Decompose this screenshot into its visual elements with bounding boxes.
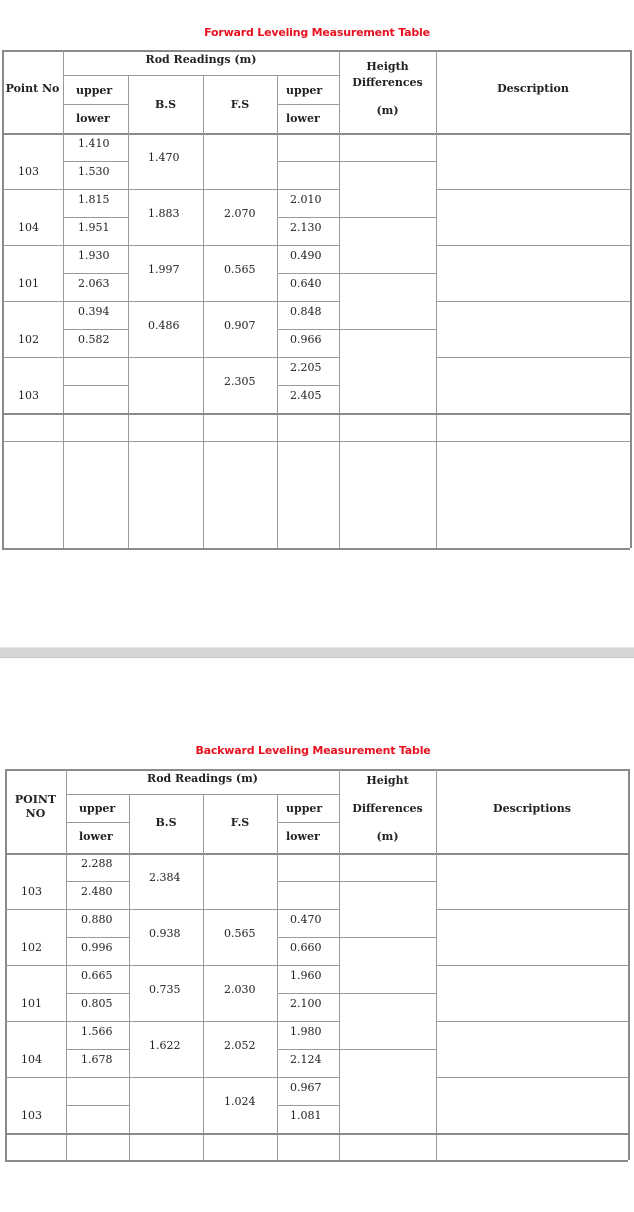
lower-reading: 0.996 bbox=[81, 941, 113, 954]
header-lower-right: lower bbox=[286, 112, 320, 125]
header-height-2: Differences bbox=[352, 802, 423, 815]
header-upper-right: upper bbox=[286, 84, 323, 97]
backward-table-title: Backward Leveling Measurement Table bbox=[195, 744, 431, 757]
upper-reading-right: 0.967 bbox=[290, 1081, 322, 1094]
grid-line bbox=[436, 245, 630, 246]
header-height-2: Differences bbox=[352, 76, 423, 89]
upper-reading-right: 0.848 bbox=[290, 305, 322, 318]
upper-reading: 0.665 bbox=[81, 969, 113, 982]
grid-line bbox=[436, 357, 630, 358]
grid-line bbox=[339, 1049, 436, 1050]
grid-line bbox=[277, 75, 278, 548]
grid-line bbox=[436, 1077, 628, 1078]
lower-reading-right: 2.100 bbox=[290, 997, 322, 1010]
grid-line bbox=[277, 881, 339, 882]
grid-line bbox=[2, 133, 630, 135]
lower-reading: 0.805 bbox=[81, 997, 113, 1010]
grid-line bbox=[339, 161, 436, 162]
lower-reading-right: 2.405 bbox=[290, 389, 322, 402]
backsight-reading: 2.384 bbox=[149, 871, 181, 884]
header-upper-left: upper bbox=[79, 802, 116, 815]
grid-line bbox=[277, 217, 339, 218]
grid-line bbox=[128, 75, 129, 548]
upper-reading-right: 1.980 bbox=[290, 1025, 322, 1038]
grid-line bbox=[2, 413, 630, 415]
grid-line bbox=[277, 161, 339, 162]
grid-line bbox=[2, 189, 339, 190]
header-upper-right: upper bbox=[286, 802, 323, 815]
upper-reading: 0.880 bbox=[81, 913, 113, 926]
grid-line bbox=[5, 1133, 628, 1135]
foresight-reading: 1.024 bbox=[224, 1095, 256, 1108]
grid-line bbox=[5, 1160, 628, 1162]
grid-line bbox=[2, 441, 630, 442]
grid-line bbox=[63, 161, 128, 162]
lower-reading: 1.678 bbox=[81, 1053, 113, 1066]
grid-line bbox=[63, 104, 128, 105]
grid-line bbox=[66, 937, 129, 938]
backsight-reading: 1.470 bbox=[148, 151, 180, 164]
backsight-reading: 0.938 bbox=[149, 927, 181, 940]
grid-line bbox=[5, 965, 339, 966]
grid-line bbox=[277, 1105, 339, 1106]
grid-line bbox=[5, 1077, 339, 1078]
grid-line bbox=[2, 245, 339, 246]
grid-line bbox=[63, 50, 64, 548]
grid-line bbox=[339, 937, 436, 938]
header-rod-readings: Rod Readings (m) bbox=[145, 53, 257, 66]
upper-reading-right: 2.010 bbox=[290, 193, 322, 206]
point-number: 103 bbox=[18, 165, 39, 178]
foresight-reading: 0.907 bbox=[224, 319, 256, 332]
backsight-reading: 1.883 bbox=[148, 207, 180, 220]
grid-line bbox=[436, 50, 437, 548]
grid-line bbox=[66, 822, 129, 823]
lower-reading-right: 0.966 bbox=[290, 333, 322, 346]
foresight-reading: 2.070 bbox=[224, 207, 256, 220]
header-lower-left: lower bbox=[79, 830, 113, 843]
upper-reading: 1.930 bbox=[78, 249, 110, 262]
upper-reading: 1.410 bbox=[78, 137, 110, 150]
lower-reading: 1.530 bbox=[78, 165, 110, 178]
grid-line bbox=[63, 75, 339, 76]
header-lower-right: lower bbox=[286, 830, 320, 843]
grid-line bbox=[66, 881, 129, 882]
grid-line bbox=[2, 357, 339, 358]
header-fs: F.S bbox=[230, 98, 250, 111]
header-rod-readings: Rod Readings (m) bbox=[147, 772, 258, 785]
foresight-reading: 0.565 bbox=[224, 927, 256, 940]
grid-line bbox=[5, 853, 628, 855]
lower-reading: 1.951 bbox=[78, 221, 110, 234]
grid-line bbox=[339, 769, 340, 1160]
grid-line bbox=[63, 273, 128, 274]
point-number: 103 bbox=[21, 1109, 42, 1122]
lower-reading-right: 2.130 bbox=[290, 221, 322, 234]
grid-line bbox=[628, 769, 630, 1160]
grid-line bbox=[339, 329, 436, 330]
upper-reading-right: 2.205 bbox=[290, 361, 322, 374]
grid-line bbox=[63, 385, 128, 386]
header-description: Descriptions bbox=[493, 802, 571, 815]
grid-line bbox=[339, 881, 436, 882]
grid-line bbox=[5, 1021, 339, 1022]
grid-line bbox=[63, 217, 128, 218]
backsight-reading: 1.622 bbox=[149, 1039, 181, 1052]
point-number: 104 bbox=[21, 1053, 42, 1066]
backsight-reading: 0.735 bbox=[149, 983, 181, 996]
grid-line bbox=[66, 1049, 129, 1050]
grid-line bbox=[2, 50, 630, 52]
header-lower-left: lower bbox=[76, 112, 110, 125]
grid-line bbox=[339, 50, 340, 548]
grid-line bbox=[277, 937, 339, 938]
lower-reading: 2.480 bbox=[81, 885, 113, 898]
grid-line bbox=[63, 329, 128, 330]
foresight-reading: 2.052 bbox=[224, 1039, 256, 1052]
backsight-reading: 0.486 bbox=[148, 319, 180, 332]
grid-line bbox=[630, 50, 632, 548]
foresight-reading: 0.565 bbox=[224, 263, 256, 276]
grid-line bbox=[2, 301, 339, 302]
grid-line bbox=[2, 548, 630, 550]
point-number: 101 bbox=[18, 277, 39, 290]
header-point-no-2: NO bbox=[25, 807, 46, 820]
lower-reading-right: 0.640 bbox=[290, 277, 322, 290]
grid-line bbox=[277, 273, 339, 274]
grid-line bbox=[203, 75, 204, 548]
grid-line bbox=[436, 965, 628, 966]
grid-line bbox=[436, 189, 630, 190]
lower-reading-right: 0.660 bbox=[290, 941, 322, 954]
header-height-3: (m) bbox=[376, 830, 399, 843]
header-height-1: Heigth bbox=[366, 60, 409, 73]
upper-reading: 0.394 bbox=[78, 305, 110, 318]
grid-line bbox=[277, 993, 339, 994]
point-number: 102 bbox=[18, 333, 39, 346]
header-bs: B.S bbox=[154, 98, 177, 111]
grid-line bbox=[277, 329, 339, 330]
upper-reading-right: 1.960 bbox=[290, 969, 322, 982]
backsight-reading: 1.997 bbox=[148, 263, 180, 276]
header-point-no: Point No bbox=[5, 82, 60, 95]
foresight-reading: 2.305 bbox=[224, 375, 256, 388]
header-point-no: POINT bbox=[14, 793, 57, 806]
header-height-1: Height bbox=[366, 774, 409, 787]
header-upper-left: upper bbox=[76, 84, 113, 97]
grid-line bbox=[436, 909, 628, 910]
grid-line bbox=[277, 385, 339, 386]
lower-reading: 2.063 bbox=[78, 277, 110, 290]
grid-line bbox=[203, 794, 204, 1160]
grid-line bbox=[339, 993, 436, 994]
header-height-3: (m) bbox=[376, 104, 399, 117]
header-bs: B.S bbox=[155, 816, 177, 829]
grid-line bbox=[436, 1021, 628, 1022]
grid-line bbox=[66, 993, 129, 994]
foresight-reading: 2.030 bbox=[224, 983, 256, 996]
grid-line bbox=[2, 50, 4, 548]
grid-line bbox=[436, 301, 630, 302]
grid-line bbox=[5, 769, 628, 771]
lower-reading-right: 2.124 bbox=[290, 1053, 322, 1066]
upper-reading: 1.566 bbox=[81, 1025, 113, 1038]
forward-table-title: Forward Leveling Measurement Table bbox=[204, 26, 430, 39]
header-fs: F.S bbox=[230, 816, 250, 829]
grid-line bbox=[129, 794, 130, 1160]
upper-reading: 2.288 bbox=[81, 857, 113, 870]
grid-line bbox=[339, 217, 436, 218]
grid-line bbox=[5, 909, 339, 910]
point-number: 103 bbox=[21, 885, 42, 898]
lower-reading: 0.582 bbox=[78, 333, 110, 346]
grid-line bbox=[339, 273, 436, 274]
point-number: 101 bbox=[21, 997, 42, 1010]
grid-line bbox=[277, 822, 339, 823]
grid-line bbox=[277, 1049, 339, 1050]
page-divider-shadow bbox=[0, 657, 634, 658]
upper-reading-right: 0.470 bbox=[290, 913, 322, 926]
grid-line bbox=[66, 1105, 129, 1106]
point-number: 103 bbox=[18, 389, 39, 402]
upper-reading: 1.815 bbox=[78, 193, 110, 206]
header-description: Description bbox=[497, 82, 569, 95]
lower-reading-right: 1.081 bbox=[290, 1109, 322, 1122]
point-number: 104 bbox=[18, 221, 39, 234]
point-number: 102 bbox=[21, 941, 42, 954]
grid-line bbox=[277, 104, 339, 105]
upper-reading-right: 0.490 bbox=[290, 249, 322, 262]
